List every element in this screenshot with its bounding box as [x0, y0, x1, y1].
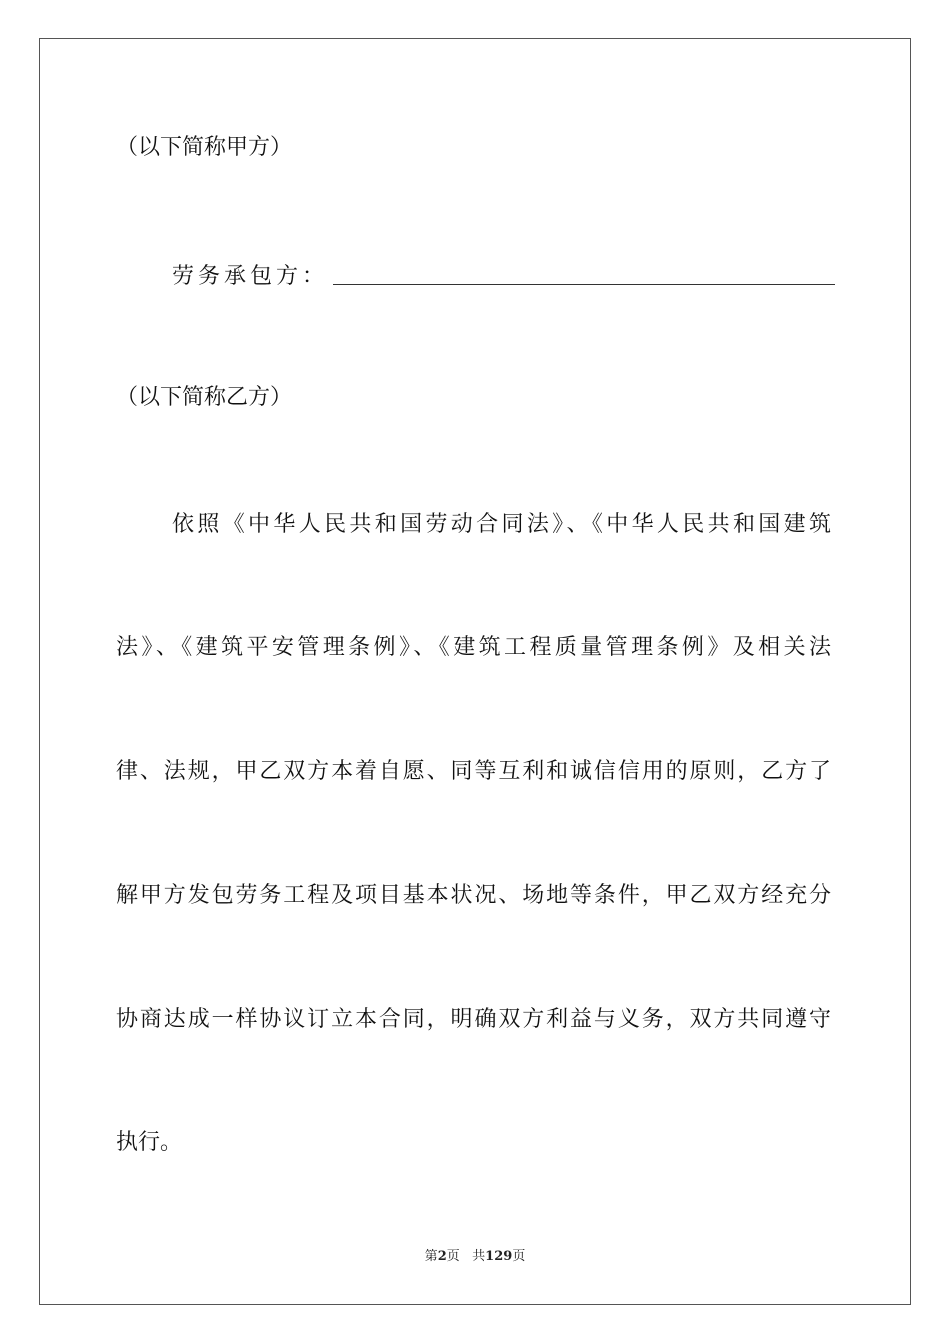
paragraph-line: 解甲方发包劳务工程及项目基本状况、场地等条件，甲乙双方经充分 — [116, 883, 831, 908]
paragraph-line: 协商达成一样协议订立本合同，明确双方利益与义务，双方共同遵守 — [116, 1007, 831, 1032]
paragraph-line: 执行。 — [116, 1130, 183, 1155]
paragraph-line: 律、法规，甲乙双方本着自愿、同等互利和诚信信用的原则，乙方了 — [116, 759, 831, 784]
party-b-note: （以下简称乙方） — [116, 385, 293, 410]
paragraph-line: 法》、《建筑平安管理条例》、《建筑工程质量管理条例》及相关法 — [116, 635, 831, 660]
paragraph-line: 依照《中华人民共和国劳动合同法》、《中华人民共和国建筑 — [172, 512, 831, 537]
total-pages: 129 — [485, 1249, 513, 1264]
contractor-label: 劳务承包方： — [172, 264, 329, 289]
page-footer — [0, 1248, 950, 1266]
page-number: 2 — [437, 1249, 447, 1264]
page-suffix: 页 — [446, 1249, 460, 1264]
page-border — [39, 38, 911, 1305]
page-prefix: 第 — [424, 1249, 438, 1264]
total-prefix: 共 — [472, 1249, 486, 1264]
total-suffix: 页 — [512, 1249, 526, 1264]
contractor-blank-line — [333, 284, 835, 285]
party-a-note: （以下简称甲方） — [116, 135, 293, 160]
